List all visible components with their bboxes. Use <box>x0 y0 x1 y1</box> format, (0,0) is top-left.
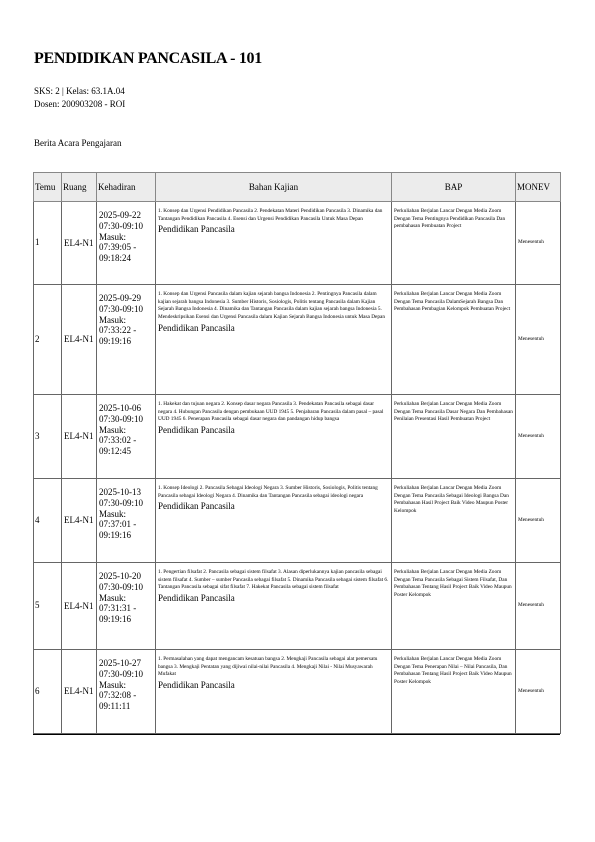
bahan-kajian-text: 1. Konsep dan Urgensi Pendidikan Pancasila 2. Pendekatan Materi Pendidikan Pancasila 3. Dinamika dan Tantangan Pendidikan Pancasila 4. Esensi dan Urgensi Pendidikan Pancasila Untuk Masa Depan <box>158 208 383 222</box>
kehadiran-masuk: 07:32:08 - <box>99 690 137 701</box>
temu-cell: 2 <box>34 285 62 395</box>
bap-cell: Perkuliahan Berjalan Lancar Dengan Media Zoom Dengan Tema Pentingnya Pendidikan Pancasila Dan pembahasan Pembuatan Project <box>392 202 516 285</box>
table-row <box>34 202 561 285</box>
bap-cell: Perkuliahan Berjalan Lancar Dengan Media Zoom Dengan Tema Pancasila DalamSejarah Bangsa Dan Pembahasan Pembagian Kelompok Pembuatan Project <box>392 285 516 395</box>
bahan-kajian-text: 1. Pengertian filsafat 2. Pancasila sebagai sistem filsafat 3. Alasan diperlukannya kajian pancasila sebagai sistem filsafat 4. Sumber – sumber Pancasila sebagai filsafat 5. Dinamika Pancasila sebagai sistem filsafat 6. Tantangan Pancasila sebagai sifat filsafat 7. Hakekat Pancasila sebagai sistem filsafat <box>158 569 389 591</box>
kehadiran-cell <box>97 202 156 285</box>
ruang-cell: EL4-N1 <box>62 285 97 395</box>
bahan-kajian-cell <box>156 202 392 285</box>
kehadiran-masuk: 07:33:22 - <box>99 325 137 336</box>
table-row <box>34 563 561 650</box>
column-header-temu: Temu <box>34 173 62 202</box>
table-header-row <box>34 173 561 202</box>
kehadiran-date: 2025-10-20 <box>99 571 141 581</box>
course-name: Pendidikan Pancasila <box>158 501 235 512</box>
kehadiran-time: 07:30-09:10 <box>99 497 143 508</box>
bahan-kajian-text: 1. Konsep Ideologi 2. Pancasila Sebagai Ideologi Negara 3. Sumber Historis, Sosiologis, Politis tentang Pancasila sebagai Ideologi Negara 4. Dinamika dan Tantangan Pancasila sebagai ideologi negara <box>158 485 378 499</box>
page-divider <box>33 734 560 735</box>
bap-cell: Perkuliahan Berjalan Lancar Dengan Media Zoom Dengan Tema Penerapan Nilai – Nilai Pancasila, Dan Pembahasan Tentang Hasil Project Baik Video Maupun Poster Kelompok <box>392 650 516 734</box>
kehadiran-time: 07:30-09:10 <box>99 581 143 592</box>
kehadiran-cell <box>97 650 156 734</box>
page-title: PENDIDIKAN PANCASILA - 101 <box>34 50 262 67</box>
kehadiran-date: 2025-09-29 <box>99 293 141 303</box>
course-name: Pendidikan Pancasila <box>158 224 235 235</box>
kehadiran-cell <box>97 285 156 395</box>
kehadiran-date: 2025-10-27 <box>99 658 141 668</box>
bap-cell: Perkuliahan Berjalan Lancar Dengan Media Zoom Dengan Tema Pancasila Sebagai Sistem Filsafat, Dan Pembahasan Tentang Hasil Project Baik Video Maupun Poster Kelompok <box>392 563 516 650</box>
bahan-kajian-cell <box>156 479 392 563</box>
bahan-kajian-cell <box>156 285 392 395</box>
column-header-ruang: Ruang <box>62 173 97 202</box>
bap-cell: Perkuliahan Berjalan Lancar Dengan Media Zoom Dengan Tema Pancasila Dasar Negara Dan Pembahasan Penilaian Presentasi Hasil Pembuatan Project <box>392 395 516 479</box>
column-header-bahan-kajian: Bahan Kajian <box>156 173 392 202</box>
kehadiran-masuk: 07:31:31 - <box>99 603 137 614</box>
bahan-kajian-text: 1. Konsep dan Urgensi Pancasila dalam kajian sejarah bangsa Indonesia 2. Pentingnya Pancasila dalam kajian sejarah bangsa Indonesia 3. Sumber Historis, Sosiologis, Politis tentang Pancasila dalam Kajian Sejarah Bangsa Indonesia 4. Dinamika dan Tantangan Pancasila dalam kajian sejarah bangsa Indonesia 5. Mendeskripsikan Esensi dan Urgensi Pancasila dalam Kajian Sejarah Bangsa Indonesia untuk Masa Depan <box>158 291 386 321</box>
kehadiran-time: 07:30-09:10 <box>99 668 143 679</box>
kehadiran-status: Masuk: <box>99 508 126 519</box>
kehadiran-cell <box>97 395 156 479</box>
ruang-cell: EL4-N1 <box>62 650 97 734</box>
monev-cell: Menesentuh <box>516 650 561 734</box>
bahan-kajian-text: 1. Hakekat dan tujuan negara 2. Konsep dasar negara Pancasila 3. Pendekatan Pancasila sebagai dasar negara 4. Hubungan Pancasila dengan pembukaan UUD 1945 5. Penjabaran Pancasila dalam pasal – pasal UUD 1945 6. Penerapan Pancasila sebagai dasar negara dan pandangan hidup bangsa <box>158 401 384 423</box>
monev-cell: Menesentuh <box>516 563 561 650</box>
bahan-kajian-cell <box>156 395 392 479</box>
kehadiran-masuk: 07:33:02 - <box>99 435 137 446</box>
bahan-kajian-cell <box>156 563 392 650</box>
kehadiran-keluar: 09:19:16 <box>99 336 132 347</box>
kehadiran-date: 2025-10-13 <box>99 487 141 497</box>
ruang-cell: EL4-N1 <box>62 395 97 479</box>
kehadiran-time: 07:30-09:10 <box>99 413 143 424</box>
bap-cell: Perkuliahan Berjalan Lancar Dengan Media Zoom Dengan Tema Pancasila Sebagai Ideologi Bangsa Dan Pembahasan Hasil Project Baik Video Maupun Poster Kelompok <box>392 479 516 563</box>
kehadiran-keluar: 09:19:16 <box>99 530 132 541</box>
temu-cell: 5 <box>34 563 62 650</box>
temu-cell: 4 <box>34 479 62 563</box>
bahan-kajian-cell <box>156 650 392 734</box>
kehadiran-cell <box>97 479 156 563</box>
temu-cell: 3 <box>34 395 62 479</box>
monev-cell: Menesentuh <box>516 479 561 563</box>
kehadiran-masuk: 07:39:05 - <box>99 242 137 253</box>
column-header-monev: MONEV <box>516 173 561 202</box>
kehadiran-status: Masuk: <box>99 424 126 435</box>
monev-cell: Menesentuh <box>516 285 561 395</box>
kehadiran-status: Masuk: <box>99 231 126 242</box>
table-row <box>34 285 561 395</box>
sks-kelas-info: SKS: 2 | Kelas: 63.1A.04 <box>34 86 125 96</box>
bahan-kajian-text: 1. Permasalahan yang dapat mengancam kesatuan bangsa 2. Mengkaji Pancasila sebagai alat pemersatu bangsa 3. Mengkaji Pentatan yang dijiwai nilai-nilai Pancasila 4. Mengkaji Nilai - Nilai Musyawarah Mufakat <box>158 656 378 678</box>
kehadiran-date: 2025-10-06 <box>99 403 141 413</box>
table-row <box>34 395 561 479</box>
kehadiran-keluar: 09:19:16 <box>99 614 132 625</box>
table-row <box>34 479 561 563</box>
kehadiran-date: 2025-09-22 <box>99 210 141 220</box>
course-name: Pendidikan Pancasila <box>158 322 235 333</box>
kehadiran-masuk: 07:37:01 - <box>99 519 137 530</box>
berita-acara-table <box>33 172 561 734</box>
kehadiran-time: 07:30-09:10 <box>99 220 143 231</box>
course-name: Pendidikan Pancasila <box>158 593 235 604</box>
kehadiran-keluar: 09:11:11 <box>99 701 131 712</box>
kehadiran-status: Masuk: <box>99 592 126 603</box>
kehadiran-keluar: 09:12:45 <box>99 446 132 457</box>
temu-cell: 1 <box>34 202 62 285</box>
course-name: Pendidikan Pancasila <box>158 680 235 691</box>
section-title: Berita Acara Pengajaran <box>34 138 122 148</box>
kehadiran-status: Masuk: <box>99 314 126 325</box>
temu-cell: 6 <box>34 650 62 734</box>
kehadiran-status: Masuk: <box>99 679 126 690</box>
monev-cell: Menesentuh <box>516 395 561 479</box>
ruang-cell: EL4-N1 <box>62 479 97 563</box>
column-header-kehadiran: Kehadiran <box>97 173 156 202</box>
column-header-bap: BAP <box>392 173 516 202</box>
course-name: Pendidikan Pancasila <box>158 425 235 436</box>
kehadiran-keluar: 09:18:24 <box>99 253 132 264</box>
ruang-cell: EL4-N1 <box>62 563 97 650</box>
monev-cell: Menesentuh <box>516 202 561 285</box>
kehadiran-cell <box>97 563 156 650</box>
dosen-info: Dosen: 200903208 - ROI <box>34 99 126 109</box>
ruang-cell: EL4-N1 <box>62 202 97 285</box>
table-row <box>34 650 561 734</box>
kehadiran-time: 07:30-09:10 <box>99 303 143 314</box>
